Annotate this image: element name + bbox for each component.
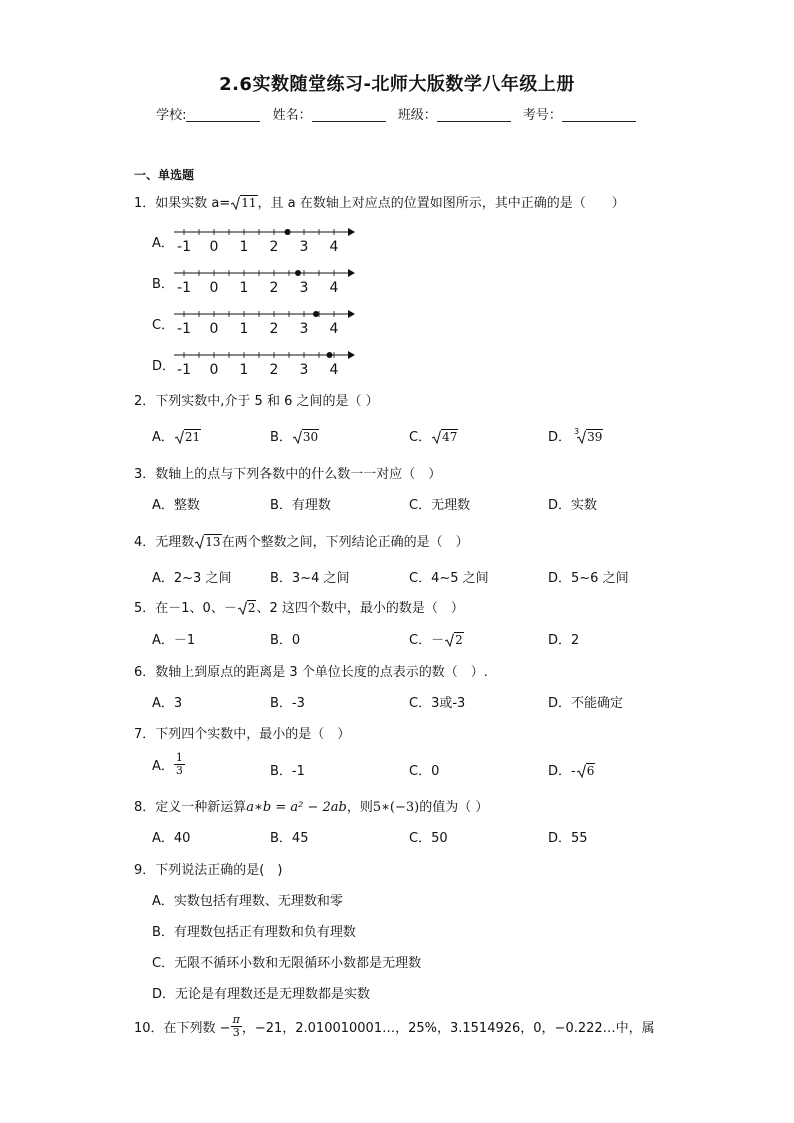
q3-option-a[interactable]: A．整数 [152,498,200,513]
q8-middle: ，则 [346,800,373,815]
tick-label: -1 [177,321,191,337]
q2-option-b[interactable] [270,426,319,445]
radicand: 21 [184,430,201,444]
q1-prefix: 1．如果实数 a= [134,196,231,211]
name-blank[interactable] [312,109,386,122]
q6-option-c[interactable]: C．3或-3 [409,696,466,711]
q2-option-d[interactable] [548,426,603,445]
question-3: 3．数轴上的点与下列各数中的什么数一一对应（ ） [134,467,442,482]
tick-label: 4 [329,280,339,296]
q8-option-c[interactable]: C．50 [409,831,448,846]
q9-option-b[interactable]: B．有理数包括正有理数和负有理数 [152,925,356,940]
q3-option-c[interactable]: C．无理数 [409,498,471,513]
tick-label: 2 [269,280,279,296]
q8-expression: 5∗(−3) [372,800,420,815]
question-1 [134,192,625,211]
question-6: 6．数轴上到原点的距离是 3 个单位长度的点表示的数（ ）. [134,665,488,680]
question-4 [134,531,469,550]
tick-label: 3 [299,362,309,378]
question-5 [134,597,464,616]
tick-label: -1 [177,239,191,255]
q3-option-d[interactable]: D．实数 [548,498,598,513]
q9-option-d[interactable]: D．无论是有理数还是无理数都是实数 [152,987,371,1002]
q8-option-d[interactable]: D．55 [548,831,588,846]
q2-option-c[interactable] [409,426,458,445]
tick-label: 0 [209,239,219,255]
question-10 [134,1014,655,1039]
q8-formula: a∗b = a² − 2ab [246,800,347,815]
number-line [174,349,356,383]
q5-option-b[interactable]: B．0 [270,633,301,648]
point-a-marker [327,352,333,358]
sqrt-symbol [175,429,201,445]
option-text: D．- [548,764,576,779]
q5-radicand: 2 [247,601,256,615]
tick-label: -1 [177,362,191,378]
number-line [174,308,356,342]
option-letter: D． [548,430,572,445]
fraction [174,752,185,777]
q8-prefix: 8．定义一种新运算 [134,800,247,815]
q10-prefix: 10．在下列数 − [134,1021,231,1036]
tick-label: 2 [269,321,279,337]
student-info-line [0,104,794,123]
q8-option-b[interactable]: B．45 [270,831,309,846]
point-a-marker [295,270,301,276]
point-a-marker [313,311,319,317]
q1-suffix: ，且 a 在数轴上对应点的位置如图所示，其中正确的是（ ） [257,196,625,211]
option-letter: A． [152,759,174,774]
sqrt-symbol [445,632,464,648]
exam-number-label: 考号： [522,108,562,123]
arrow-head [348,269,355,277]
section-heading: 一、单选题 [134,168,195,182]
option-text: C．－ [409,633,445,648]
option-letter: C． [409,430,432,445]
q4-option-b[interactable]: B．3~4 之间 [270,571,350,586]
q4-prefix: 4．无理数 [134,535,195,550]
q6-option-a[interactable]: A．3 [152,696,183,711]
sqrt-symbol [577,763,596,779]
tick-label: 3 [299,239,309,255]
q7-option-c[interactable]: C．0 [409,764,440,779]
tick-label: 0 [209,321,219,337]
school-label: 学校: [156,108,187,123]
q1-radicand: 11 [241,196,257,210]
option-letter: B． [152,277,174,292]
q4-option-c[interactable]: C．4~5 之间 [409,571,489,586]
option-letter: D． [152,359,176,374]
tick-label: 3 [299,321,309,337]
tick-label: 1 [239,362,249,378]
page-title: 2.6实数随堂练习-北师大版数学八年级上册 [219,74,575,95]
sqrt-symbol [195,534,221,550]
arrow-head [348,310,355,318]
q4-suffix: 在两个整数之间，下列结论正确的是（ ） [221,535,469,550]
tick-label: 4 [329,321,339,337]
school-blank[interactable] [186,109,260,122]
q5-suffix: 、2 这四个数中，最小的数是（ ） [256,601,464,616]
exam-number-blank[interactable] [562,109,636,122]
tick-label: 4 [329,362,339,378]
q6-option-d[interactable]: D．不能确定 [548,696,624,711]
tick-label: 2 [269,362,279,378]
radicand: 30 [302,430,319,444]
arrow-head [348,351,355,359]
tick-label: 1 [239,239,249,255]
tick-label: -1 [177,280,191,296]
class-blank[interactable] [437,109,511,122]
tick-label: 0 [209,362,219,378]
q5-option-a[interactable]: A．－1 [152,633,196,648]
question-2: 2．下列实数中,介于 5 和 6 之间的是（ ） [134,394,379,409]
tick-label: 0 [209,280,219,296]
fraction [231,1014,242,1039]
denominator: 3 [175,764,183,777]
q4-option-a[interactable]: A．2~3 之间 [152,571,232,586]
sqrt-symbol [238,600,257,616]
q7-option-d[interactable] [548,760,595,779]
root-index: 3 [574,426,580,436]
tick-label: 4 [329,239,339,255]
q8-option-a[interactable]: A．40 [152,831,191,846]
cube-root-symbol [577,429,603,445]
question-9: 9．下列说法正确的是( ) [134,863,283,878]
q3-option-b[interactable]: B．有理数 [270,498,331,513]
radicand: 2 [455,633,463,647]
q2-option-a[interactable] [152,426,201,445]
option-letter: B． [270,430,292,445]
q5-option-d[interactable]: D．2 [548,633,580,648]
q6-option-b[interactable]: B．-3 [270,696,305,711]
option-letter: A． [152,236,174,251]
arrow-head [348,228,355,236]
radicand: 47 [442,430,458,444]
q4-option-d[interactable]: D．5~6 之间 [548,571,629,586]
option-letter: C． [152,318,175,333]
sqrt-symbol [432,429,458,445]
radicand: 39 [587,430,603,444]
sqrt-symbol [231,195,257,211]
point-a-marker [285,229,291,235]
q8-suffix: 的值为（ ） [419,800,489,815]
question-7: 7．下列四个实数中，最小的是（ ） [134,727,351,742]
tick-label: 1 [239,321,249,337]
q5-option-c[interactable] [409,629,464,648]
number-line [174,226,356,260]
question-8 [134,796,488,815]
option-letter: A． [152,430,174,445]
tick-label: 3 [299,280,309,296]
numerator: 1 [175,751,183,764]
tick-label: 2 [269,239,279,255]
q10-suffix: ，−21，2.010010001…，25%，3.1514926，0，−0.222…中，属 [241,1021,655,1036]
denominator: 3 [232,1026,240,1039]
q9-option-a[interactable]: A．实数包括有理数、无理数和零 [152,894,343,909]
q7-option-b[interactable]: B．-1 [270,764,305,779]
numerator: π [232,1013,240,1026]
sqrt-symbol [293,429,319,445]
q5-prefix: 5．在－1、0、－ [134,601,237,616]
radicand: 6 [586,764,595,778]
class-label: 班级： [397,108,437,123]
name-label: 姓名： [272,108,312,123]
q7-option-a[interactable] [152,752,185,777]
tick-label: 1 [239,280,249,296]
number-line [174,267,356,301]
q4-radicand: 13 [205,535,221,549]
q9-option-c[interactable]: C．无限不循环小数和无限循环小数都是无理数 [152,956,422,971]
